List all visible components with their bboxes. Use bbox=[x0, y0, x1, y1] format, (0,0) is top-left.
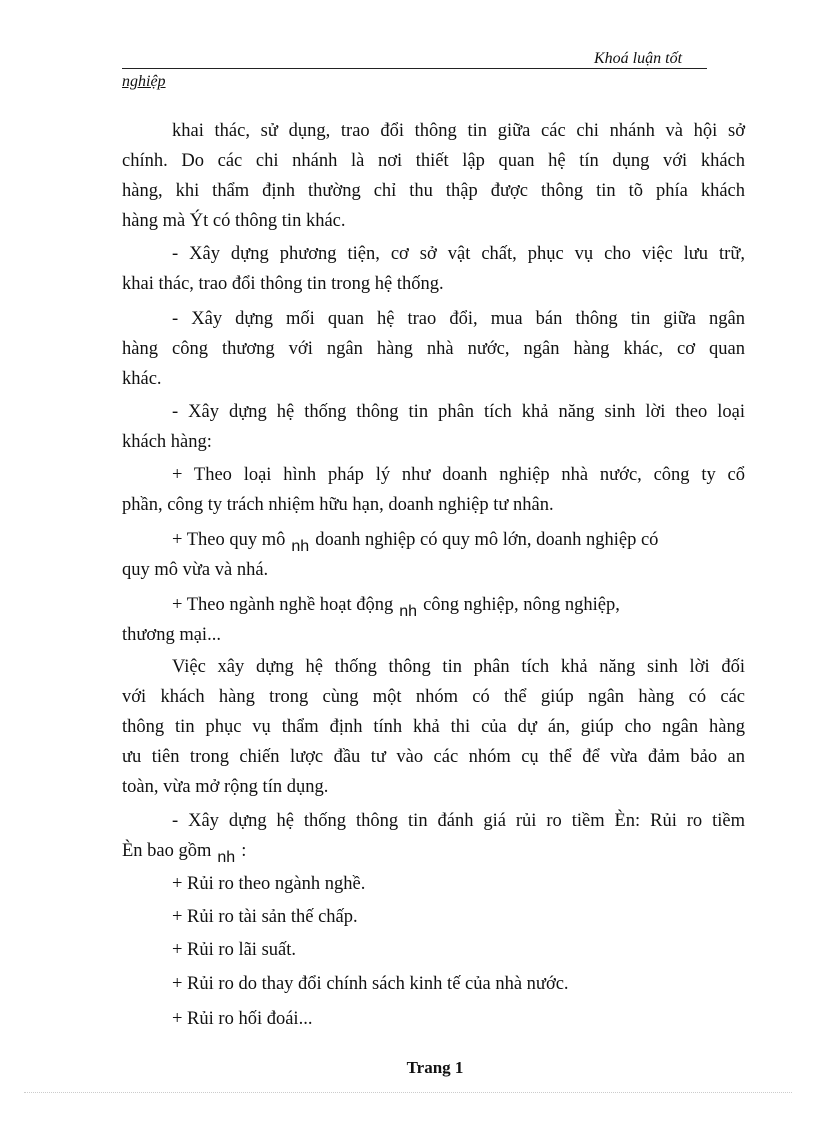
header-title: Khoá luận tốt bbox=[594, 50, 683, 67]
p9-line-1: - Xây dựng hệ thống thông tin đánh giá rủi ro tiềm Èn: Rủi ro tiềm bbox=[172, 811, 745, 831]
p2-line-2: khai thác, trao đổi thông tin trong hệ thống. bbox=[122, 274, 444, 294]
p8-line-3: thông tin phục vụ thẩm định tính khả thi của dự án, giúp cho ngân hàng bbox=[122, 717, 745, 737]
p9-line-2 bbox=[122, 840, 247, 866]
p4-line-2: khách hàng: bbox=[122, 432, 212, 452]
p8-line-5: toàn, vừa mở rộng tín dụng. bbox=[122, 777, 329, 797]
p1-line-3: hàng, khi thẩm định thường chỉ thu thập được thông tin tõ phía khách bbox=[122, 181, 745, 201]
risk-item: + Rủi ro lãi suất. bbox=[172, 940, 296, 960]
p7-text-b: công nghiệp, nông nghiệp, bbox=[423, 595, 620, 615]
p7-line-1 bbox=[172, 594, 620, 620]
p6-text-b: doanh nghiệp có quy mô lớn, doanh nghiệp có bbox=[315, 530, 659, 550]
p1-line-4: hàng mà Ýt có thông tin khác. bbox=[122, 211, 346, 231]
risk-item: + Rủi ro do thay đổi chính sách kinh tế của nhà nước. bbox=[172, 974, 569, 994]
p7-text-a: + Theo ngành nghề hoạt động bbox=[172, 595, 394, 615]
p9-text-a: Èn bao gồm bbox=[122, 841, 212, 861]
p4-line-1: - Xây dựng hệ thống thông tin phân tích khả năng sinh lời theo loại bbox=[172, 402, 745, 422]
p8-line-1: Việc xây dựng hệ thống thông tin phân tích khả năng sinh lời đối bbox=[172, 657, 745, 677]
page-number: Trang 1 bbox=[406, 1058, 464, 1077]
p5-line-2: phần, công ty trách nhiệm hữu hạn, doanh nghiệp tư nhân. bbox=[122, 495, 554, 515]
p6-line-2: quy mô vừa và nhá. bbox=[122, 560, 269, 580]
p8-line-2: với khách hàng trong cùng một nhóm có thể giúp ngân hàng có các bbox=[122, 687, 745, 707]
p7-line-2: thương mại... bbox=[122, 625, 221, 645]
p1-line-2: chính. Do các chi nhánh là nơi thiết lập quan hệ tín dụng với khách bbox=[122, 151, 745, 171]
header-title-continuation: nghiệp bbox=[122, 73, 166, 90]
p6-line-1 bbox=[172, 529, 659, 555]
p5-line-1: + Theo loại hình pháp lý như doanh nghiệp nhà nước, công ty cổ bbox=[172, 465, 745, 485]
p1-line-1: khai thác, sử dụng, trao đổi thông tin giữa các chi nhánh và hội sở bbox=[172, 121, 745, 141]
p6-text-a: + Theo quy mô bbox=[172, 530, 286, 550]
p3-line-3: khác. bbox=[122, 369, 162, 389]
p9-text-b: : bbox=[241, 841, 247, 861]
p8-line-4: ưu tiên trong chiến lược đầu tư vào các nhóm cụ thể để vừa đảm bảo an bbox=[122, 747, 745, 767]
p3-line-1: - Xây dựng mối quan hệ trao đổi, mua bán thông tin giữa ngân bbox=[172, 309, 745, 329]
p3-line-2: hàng công thương với ngân hàng nhà nước, ngân hàng khác, cơ quan bbox=[122, 339, 745, 359]
p9-marker: nh bbox=[217, 849, 236, 866]
footer-rule bbox=[24, 1092, 792, 1093]
risk-item: + Rủi ro hối đoái... bbox=[172, 1009, 313, 1029]
risk-item: + Rủi ro theo ngành nghề. bbox=[172, 874, 366, 894]
risk-item: + Rủi ro tài sản thế chấp. bbox=[172, 907, 358, 927]
p7-marker: nh bbox=[399, 603, 418, 620]
p2-line-1: - Xây dựng phương tiện, cơ sở vật chất, phục vụ cho việc lưu trữ, bbox=[172, 244, 745, 264]
p6-marker: nh bbox=[291, 538, 310, 555]
header-rule bbox=[122, 68, 707, 69]
